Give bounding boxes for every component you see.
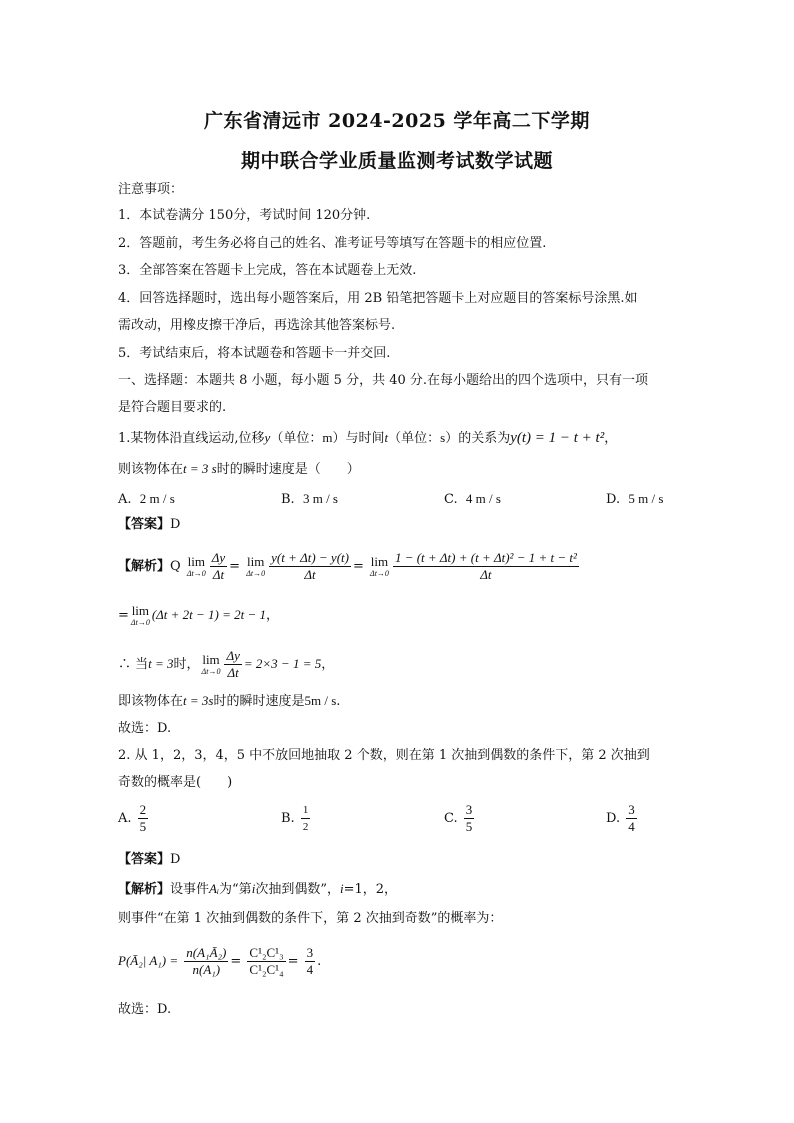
- lim-subscript: Δt→0: [370, 569, 389, 578]
- q1-stem-line-1: [118, 429, 617, 448]
- section-heading-line-1: 一、选择题：本题共 8 小题，每小题 5 分，共 40 分.在每小题给出的四个选项中，只有一项: [118, 373, 649, 388]
- q1-conclusion: [118, 692, 340, 711]
- fraction-denominator: 5: [465, 819, 473, 834]
- fraction-denominator: 2: [302, 821, 309, 833]
- fraction: [305, 945, 316, 978]
- option-label: C.: [444, 492, 458, 507]
- q2-option-c: [444, 802, 476, 835]
- fraction: [393, 550, 579, 583]
- fraction-denominator: Δt: [227, 665, 239, 680]
- notice-item-3: 3．全部答案在答题卡上完成，答在本试题卷上无效.: [118, 263, 417, 278]
- lim-word: lim: [131, 603, 150, 618]
- fraction-numerator: 1: [301, 802, 311, 819]
- fraction-numerator: 2: [139, 802, 147, 817]
- q2-answer: [118, 851, 180, 869]
- q2-analysis-line-2: 则事件“在第 1 次抽到偶数的条件下，第 2 次抽到奇数”的概率为：: [118, 911, 503, 926]
- fraction: [224, 648, 241, 681]
- fraction: [210, 550, 227, 583]
- option-label: A.: [118, 492, 132, 507]
- option-fraction: [464, 802, 475, 835]
- lim-subscript: Δt→0: [186, 569, 206, 578]
- q1-option-b: [281, 491, 338, 507]
- answer-label: 【答案】: [118, 852, 171, 867]
- q1-stem-text: 1.某物体沿直线运动,位移: [118, 431, 265, 446]
- fraction-numerator: 3: [306, 945, 314, 960]
- option-value: 3 m / s: [302, 491, 338, 506]
- q1-analysis-line-3: [118, 648, 334, 681]
- fraction-numerator: Δy: [211, 550, 226, 565]
- fraction-denominator: n(A₁): [192, 962, 221, 977]
- punctuation: ，: [266, 608, 280, 623]
- fraction-numerator: Δy: [226, 648, 240, 663]
- answer-value: D: [170, 852, 181, 867]
- velocity-value: 5m / s: [304, 693, 337, 708]
- lim-word: lim: [246, 554, 265, 569]
- q1-stem-line-2: [118, 460, 360, 479]
- q2-choose: 故选：D.: [118, 1002, 172, 1017]
- analysis-text: 次抽到偶数”，: [255, 882, 340, 897]
- q1-stem-text: （单位：: [388, 431, 441, 446]
- fraction-numerator: y(t + Δt) − y(t): [271, 550, 349, 565]
- fraction-denominator: 5: [139, 819, 147, 834]
- q1-choose: 故选：D.: [118, 721, 172, 736]
- fraction-numerator: C¹₂C¹₃: [249, 945, 284, 960]
- lim-subscript: Δt→0: [130, 618, 150, 627]
- q1-option-c: [444, 491, 501, 507]
- fraction-numerator: n(A₁Ā₂): [186, 945, 227, 960]
- q1-analysis-line-1: 【解析】Q lim Δt→0 $\frac{\Delta y}{\Delta t}$ = lim Δt→0 $\frac{y(t + \Delta t) - y(t)}{\Delta t}$ = lim Δt→0 $\frac{\text{1 − (t + Δt) + (t + Δt)² − 1 + t − t²}}{\Delta t}$: [118, 550, 577, 582]
- q1-formula: y(t) = 1 − t + t²: [510, 430, 605, 446]
- limit-expression: [131, 604, 150, 627]
- q1-unit-s: s: [440, 430, 446, 445]
- limit-expression: [202, 653, 221, 676]
- notice-item-4: 4．回答选择题时，选出每小题答案后，用 2B 铅笔把答题卡上对应题目的答案标号涂黑.如: [118, 291, 638, 306]
- title-line-1: 广东省清远市 2024-2025 学年高二下学期: [204, 110, 590, 132]
- option-fraction: [138, 802, 149, 835]
- option-label: D.: [606, 492, 621, 507]
- fraction-denominator: C¹₂C¹₄: [249, 962, 284, 977]
- because-symbol: Q: [170, 559, 181, 574]
- option-value: 4 m / s: [465, 491, 501, 506]
- limit-expression: [187, 555, 206, 578]
- fraction-denominator: 4: [306, 962, 314, 977]
- analysis-text: 时的瞬时速度是: [213, 694, 305, 709]
- analysis-label: 【解析】: [118, 882, 171, 897]
- fraction-denominator: Δt: [212, 567, 225, 582]
- lim-word: lim: [370, 554, 389, 569]
- option-label: D.: [606, 811, 621, 826]
- q1-var-t: t: [384, 430, 389, 445]
- lim-subscript: Δt→0: [201, 667, 221, 676]
- q2-stem-line-2: 奇数的概率是( ): [118, 775, 233, 790]
- notice-heading: 注意事项：: [118, 182, 184, 197]
- q2-option-d: [606, 802, 639, 835]
- q1-answer: [118, 516, 180, 534]
- fraction: [184, 945, 228, 978]
- q1-stem-text: 时的瞬时速度是（ ）: [216, 462, 360, 477]
- equation: = 2×3 − 1 = 5: [243, 656, 322, 671]
- fraction-numerator: 3: [465, 802, 473, 817]
- q2-analysis-line-1: [118, 880, 397, 899]
- index-symbol: i: [339, 881, 344, 896]
- q2-probability-formula: P(Ā₂| A₁) = $\frac{\text{n(A₁Ā₂)}}{\text{n(A₁)}}$ = $\frac{\text{C¹₂C¹₃}}{\text{C¹₂C¹₄}}$ = $\frac{3}{4}$ .: [118, 945, 322, 977]
- q1-time-value: t = 3 s: [183, 461, 217, 476]
- equation: (Δt + 2t − 1) = 2t − 1: [151, 607, 267, 622]
- fraction-denominator: 4: [628, 819, 635, 834]
- fraction-denominator: Δt: [304, 567, 316, 582]
- analysis-text: 即该物体在: [118, 694, 184, 709]
- q2-option-a: [118, 802, 150, 835]
- notice-item-4-cont: 需改动，用橡皮擦干净后，再选涂其他答案标号.: [118, 318, 396, 333]
- option-label: B.: [281, 811, 295, 826]
- notice-item-2: 2．答题前，考生务必将自己的姓名、准考证号等填写在答题卡的相应位置.: [118, 236, 547, 251]
- q2-option-b: [281, 802, 312, 835]
- notice-item-5: 5．考试结束后，将本试题卷和答题卡一并交回.: [118, 346, 391, 361]
- q1-stem-text: ）的关系为: [445, 431, 511, 446]
- equation: t = 3: [148, 656, 174, 671]
- title-line-2: 期中联合学业质量监测考试数学试题: [240, 150, 553, 172]
- q1-unit-m: m: [322, 430, 333, 445]
- fraction: [269, 550, 351, 583]
- fraction-numerator: 1 − (t + Δt) + (t + Δt)² − 1 + t − t²: [394, 550, 577, 565]
- punctuation: ，: [321, 657, 335, 672]
- q1-option-a: [118, 491, 175, 507]
- notice-item-1: 1．本试卷满分 150分，考试时间 120分钟.: [118, 208, 371, 223]
- option-label: B.: [281, 492, 295, 507]
- q1-stem-text: ，: [604, 431, 618, 446]
- q1-option-d: [606, 491, 663, 507]
- equation: t = 3s: [183, 693, 214, 708]
- probability-lhs: P(Ā₂| A₁) =: [118, 953, 179, 968]
- limit-expression: [246, 555, 265, 578]
- q2-stem-line-1: 2. 从 1，2，3，4，5 中不放回地抽取 2 个数，则在第 1 次抽到偶数的条件下，第 2 次抽到: [118, 748, 650, 763]
- analysis-label: 【解析】: [118, 559, 171, 574]
- analysis-text: 设事件: [170, 882, 210, 897]
- lim-word: lim: [187, 554, 205, 569]
- analysis-text: 为“第: [219, 882, 252, 897]
- section-heading-line-2: 是符合题目要求的.: [118, 400, 227, 415]
- option-value: 5 m / s: [628, 491, 664, 506]
- lim-word: lim: [202, 652, 220, 667]
- q1-var-y: y: [264, 430, 271, 445]
- option-label: C.: [444, 811, 458, 826]
- lim-subscript: Δt→0: [246, 569, 266, 578]
- q1-stem-text: ）与时间: [332, 431, 385, 446]
- fraction: [247, 945, 285, 978]
- fraction-denominator: Δt: [480, 567, 492, 582]
- limit-expression: [370, 555, 389, 578]
- option-label: A.: [118, 811, 132, 826]
- option-fraction: [301, 802, 311, 835]
- event-symbol: Aᵢ: [209, 881, 220, 896]
- option-fraction: [626, 802, 637, 835]
- q1-stem-text: （单位：: [270, 431, 323, 446]
- fraction-numerator: 3: [628, 802, 635, 817]
- analysis-text: =1，2，: [343, 882, 398, 897]
- analysis-text: 时，: [173, 657, 200, 672]
- q1-analysis-line-2: = lim Δt→0 (Δt + 2t − 1) = 2t − 1，: [118, 603, 280, 627]
- answer-label: 【答案】: [118, 517, 171, 532]
- punctuation: .: [336, 694, 341, 709]
- answer-value: D: [170, 517, 181, 532]
- therefore-text: ∴ 当: [118, 657, 149, 672]
- option-value: 2 m / s: [139, 491, 175, 506]
- index-symbol: i: [251, 881, 256, 896]
- punctuation: .: [317, 954, 322, 969]
- q1-stem-text: 则该物体在: [118, 462, 184, 477]
